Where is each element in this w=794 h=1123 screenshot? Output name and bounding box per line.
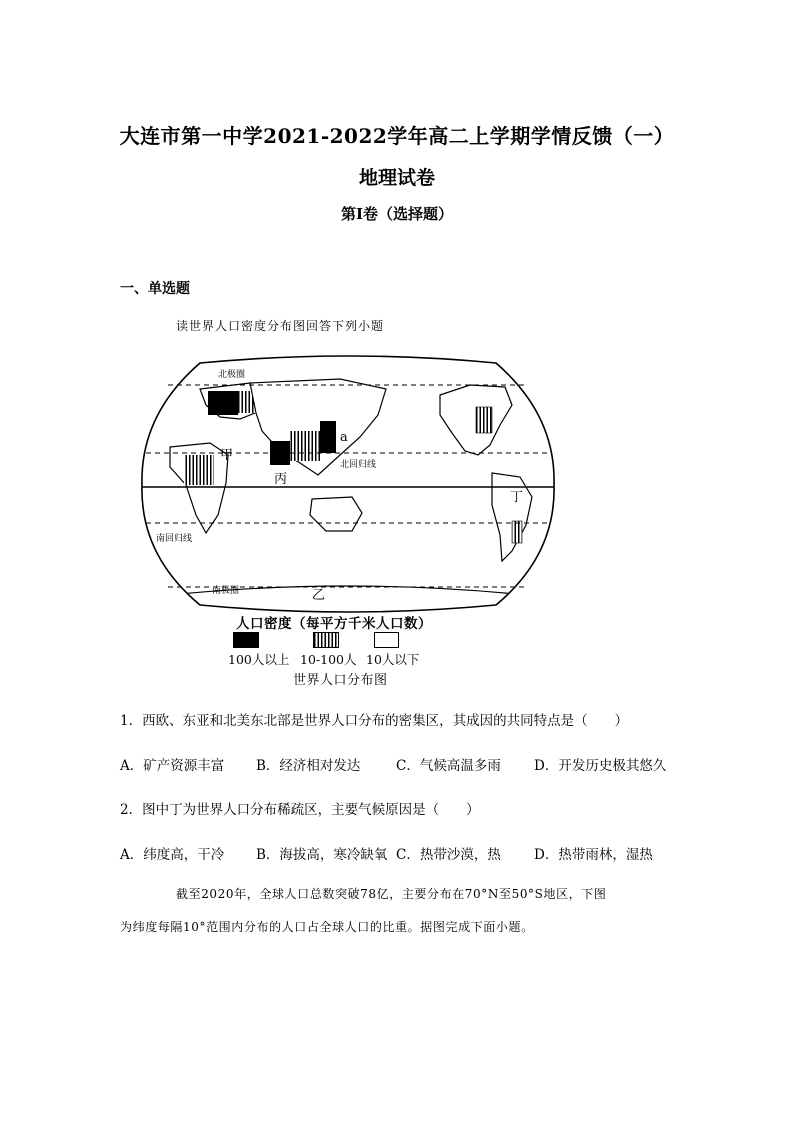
q2-option-d[interactable]: D．热带雨林，湿热 bbox=[534, 847, 653, 863]
q1-option-d[interactable]: D．开发历史极其悠久 bbox=[534, 758, 667, 774]
tropic-n-label: 北回归线 bbox=[340, 460, 377, 470]
asia-medium-area bbox=[290, 431, 320, 461]
question-2-options bbox=[120, 843, 680, 863]
northeast-us-dense-area bbox=[476, 407, 492, 433]
south-america-landmass bbox=[492, 473, 532, 561]
legend-swatch-dense bbox=[233, 632, 259, 648]
legend-label-medium: 10-100人 bbox=[300, 652, 357, 667]
label-yi: 乙 bbox=[312, 588, 326, 603]
document-title: 大连市第一中学2021-2022学年高二上学期学情反馈（一） bbox=[119, 124, 675, 148]
question-group-intro: 读世界人口密度分布图回答下列小题 bbox=[176, 319, 385, 333]
q2-option-b[interactable]: B．海拔高，寒冷缺氧 bbox=[256, 847, 388, 863]
legend-swatch-medium bbox=[313, 632, 339, 648]
world-population-map bbox=[140, 355, 556, 613]
antarctic-circle-label: 南极圈 bbox=[212, 586, 240, 596]
label-a: a bbox=[340, 430, 348, 445]
arctic-circle-label: 北极圈 bbox=[218, 370, 246, 380]
question-1-stem: 1．西欧、东亚和北美东北部是世界人口分布的密集区，其成因的共同特点是（ ） bbox=[120, 713, 629, 729]
legend-title: 人口密度（每平方千米人口数） bbox=[236, 616, 432, 632]
legend-label-sparse: 10人以下 bbox=[366, 652, 420, 667]
q1-option-a[interactable]: A．矿产资源丰富 bbox=[120, 758, 225, 774]
east-asia-dense-area bbox=[320, 421, 336, 453]
question-group-2-intro-line1: 截至2020年，全球人口总数突破78亿，主要分布在70°N至50°S地区，下图 bbox=[176, 887, 607, 901]
label-bing: 丙 bbox=[274, 472, 288, 487]
southeast-brazil-area bbox=[512, 521, 522, 543]
question-2-stem: 2．图中丁为世界人口分布稀疏区，主要气候原因是（ ） bbox=[120, 802, 480, 818]
africa-medium-area bbox=[184, 455, 214, 485]
australia-landmass bbox=[310, 497, 362, 531]
legend-swatch-sparse bbox=[374, 632, 399, 648]
part-title: 第Ⅰ卷（选择题） bbox=[340, 205, 454, 223]
q1-option-b[interactable]: B．经济相对发达 bbox=[256, 758, 361, 774]
label-jia: 甲 bbox=[220, 448, 234, 463]
section-heading: 一、单选题 bbox=[120, 281, 190, 297]
europe-dense-area bbox=[208, 391, 238, 415]
question-1-options bbox=[120, 754, 680, 774]
q1-option-c[interactable]: C．气候高温多雨 bbox=[396, 758, 501, 774]
tropic-s-label: 南回归线 bbox=[156, 534, 193, 544]
legend-label-dense: 100人以上 bbox=[228, 652, 290, 667]
label-ding: 丁 bbox=[510, 490, 524, 505]
q2-option-c[interactable]: C．热带沙漠，热 bbox=[396, 847, 501, 863]
subject-title: 地理试卷 bbox=[358, 167, 435, 189]
figure-caption: 世界人口分布图 bbox=[293, 673, 388, 688]
q2-option-a[interactable]: A．纬度高，干冷 bbox=[120, 847, 225, 863]
question-group-2-intro-line2: 为纬度每隔10°范围内分布的人口占全球人口的比重。据图完成下面小题。 bbox=[120, 920, 534, 934]
